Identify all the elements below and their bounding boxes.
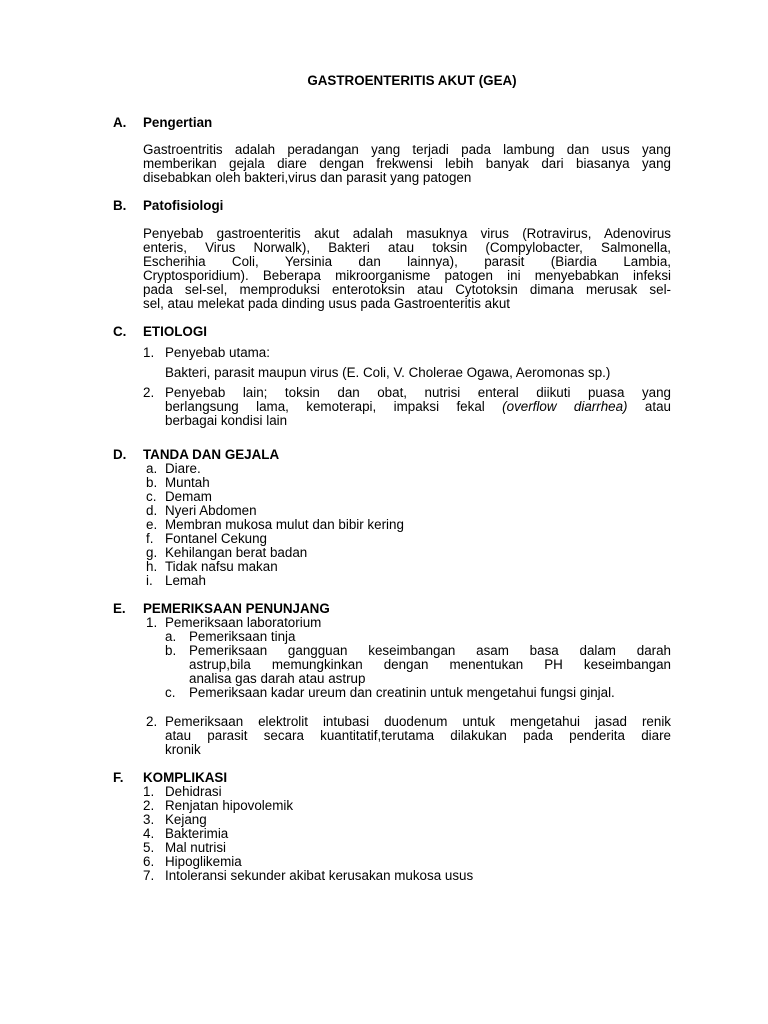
list-letter: b. [165,643,177,658]
list-item [146,616,321,630]
list-item-text: Diare. [165,461,201,476]
list-number: 1. [143,345,155,360]
section-d-heading [113,448,279,462]
list-item-text: kronik [165,742,201,757]
list-item-text: analisa gas darah atau astrup [189,671,366,686]
list-number: 2. [143,798,155,813]
list-item [143,346,270,360]
list-item-text: Mal nutrisi [165,840,227,855]
list-item-text: Pemeriksaan elektrolit intubasi duodenum untuk mengetahui jasad renik [165,714,671,729]
list-letter: c. [146,489,157,504]
list-item [143,855,242,869]
list-letter: d. [146,503,158,518]
list-item-text: Fontanel Cekung [165,531,267,546]
section-letter: E. [113,601,126,616]
list-item [143,785,222,799]
list-item-text: berbagai kondisi lain [165,413,288,428]
text-run: atau [627,399,671,414]
section-title: KOMPLIKASI [143,770,228,785]
list-number: 5. [143,840,155,855]
list-item [143,799,293,813]
list-item [146,490,212,504]
list-item-text: Bakterimia [165,826,229,841]
list-letter: g. [146,545,158,560]
list-number: 2. [146,714,158,729]
paragraph-line: disebabkan oleh bakteri,virus dan parasit yang patogen [143,170,472,185]
list-item [146,518,404,532]
list-item [146,462,201,476]
list-letter: a. [146,461,158,476]
list-item [143,827,228,841]
document-title: GASTROENTERITIS AKUT (GEA) [307,73,517,88]
section-title: PEMERIKSAAN PENUNJANG [143,601,330,616]
text-run: berlangsung lama, kemoterapi, impaksi fekal [165,399,503,414]
list-item [143,813,207,827]
list-item [143,841,226,855]
list-number: 3. [143,812,155,827]
list-item [146,546,307,560]
list-item [143,386,165,400]
list-item-text: Intoleransi sekunder akibat kerusakan mukosa usus [165,868,474,883]
paragraph-line: Escherihia Coli, Yersinia dan lainnya), parasit (Biardia Lambia, [143,254,671,269]
section-f-heading [113,771,227,785]
list-item-text: Lemah [165,573,206,588]
paragraph-line: Penyebab gastroenteritis akut adalah masuknya virus (Rotravirus, Adenovirus [143,226,671,241]
italic-text: (overflow diarrhea) [502,399,628,414]
list-number: 7. [143,868,155,883]
list-letter: e. [146,517,158,532]
list-item-text: astrup,bila memungkinkan dengan menentukan PH keseimbangan [189,657,671,672]
list-item [146,560,278,574]
sub-list-item [165,630,295,644]
list-number: 4. [143,826,155,841]
list-item-text: Membran mukosa mulut dan bibir kering [165,517,404,532]
list-item-detail: Bakteri, parasit maupun virus (E. Coli, V. Cholerae Ogawa, Aeromonas sp.) [165,365,611,380]
list-letter: a. [165,629,177,644]
section-letter: A. [113,115,127,130]
section-c-heading [113,325,207,339]
list-item-text: Kejang [165,812,207,827]
paragraph-line: enteris, Virus Norwalk), Bakteri atau toksin (Compylobacter, Salmonella, [143,240,671,255]
list-item [146,574,206,588]
list-item-text: Pemeriksaan laboratorium [165,615,322,630]
list-letter: f. [146,531,154,546]
list-number: 6. [143,854,155,869]
section-title: Patofisiologi [143,198,224,213]
list-letter: i. [146,573,153,588]
section-title: Pengertian [143,115,213,130]
sub-list-item [165,644,189,658]
section-e-heading [113,602,330,616]
list-item-text: Renjatan hipovolemik [165,798,294,813]
list-item [143,869,473,883]
paragraph-line: pada sel-sel, memproduksi enterotoksin atau Cytotoksin dimana merusak sel- [143,282,671,297]
list-item-text: Muntah [165,475,210,490]
section-a-heading [113,116,212,130]
list-item-text [165,400,671,414]
list-item-text: Pemeriksaan tinja [189,629,296,644]
list-item-text: Demam [165,489,212,504]
paragraph-line: Cryptosporidium). Beberapa mikroorganisme patogen ini menyebabkan infeksi [143,268,671,283]
list-item-text: Kehilangan berat badan [165,545,308,560]
section-letter: D. [113,447,127,462]
list-item-text: Pemeriksaan kadar ureum dan creatinin untuk mengetahui fungsi ginjal. [189,685,615,700]
list-letter: c. [165,685,176,700]
list-item-text: Dehidrasi [165,784,222,799]
section-letter: B. [113,198,127,213]
list-item [146,715,165,729]
section-letter: C. [113,324,127,339]
list-item-text: Tidak nafsu makan [165,559,278,574]
section-b-heading [113,199,223,213]
paragraph-line: sel, atau melekat pada dinding usus pada Gastroenteritis akut [143,296,510,311]
section-letter: F. [113,770,124,785]
list-item-text: Nyeri Abdomen [165,503,257,518]
list-number: 1. [143,784,155,799]
list-item [146,532,267,546]
sub-list-item [165,686,615,700]
list-item [146,476,210,490]
list-item [146,504,257,518]
section-title: TANDA DAN GEJALA [143,447,280,462]
list-item-text: atau parasit secara kuantitatif,terutama dilakukan pada penderita diare [165,728,671,743]
paragraph-line: Gastroentritis adalah peradangan yang terjadi pada lambung dan usus yang [143,142,671,157]
list-item-text: Pemeriksaan gangguan keseimbangan asam basa dalam darah [189,643,671,658]
list-letter: h. [146,559,158,574]
list-number: 1. [146,615,158,630]
section-title: ETIOLOGI [143,324,207,339]
list-number: 2. [143,385,155,400]
list-item-text: Penyebab lain; toksin dan obat, nutrisi enteral diikuti puasa yang [165,385,671,400]
list-item-text: Hipoglikemia [165,854,242,869]
paragraph-line: memberikan gejala diare dengan frekwensi lebih banyak dari biasanya yang [143,156,671,171]
list-item-text: Penyebab utama: [165,345,270,360]
list-letter: b. [146,475,158,490]
